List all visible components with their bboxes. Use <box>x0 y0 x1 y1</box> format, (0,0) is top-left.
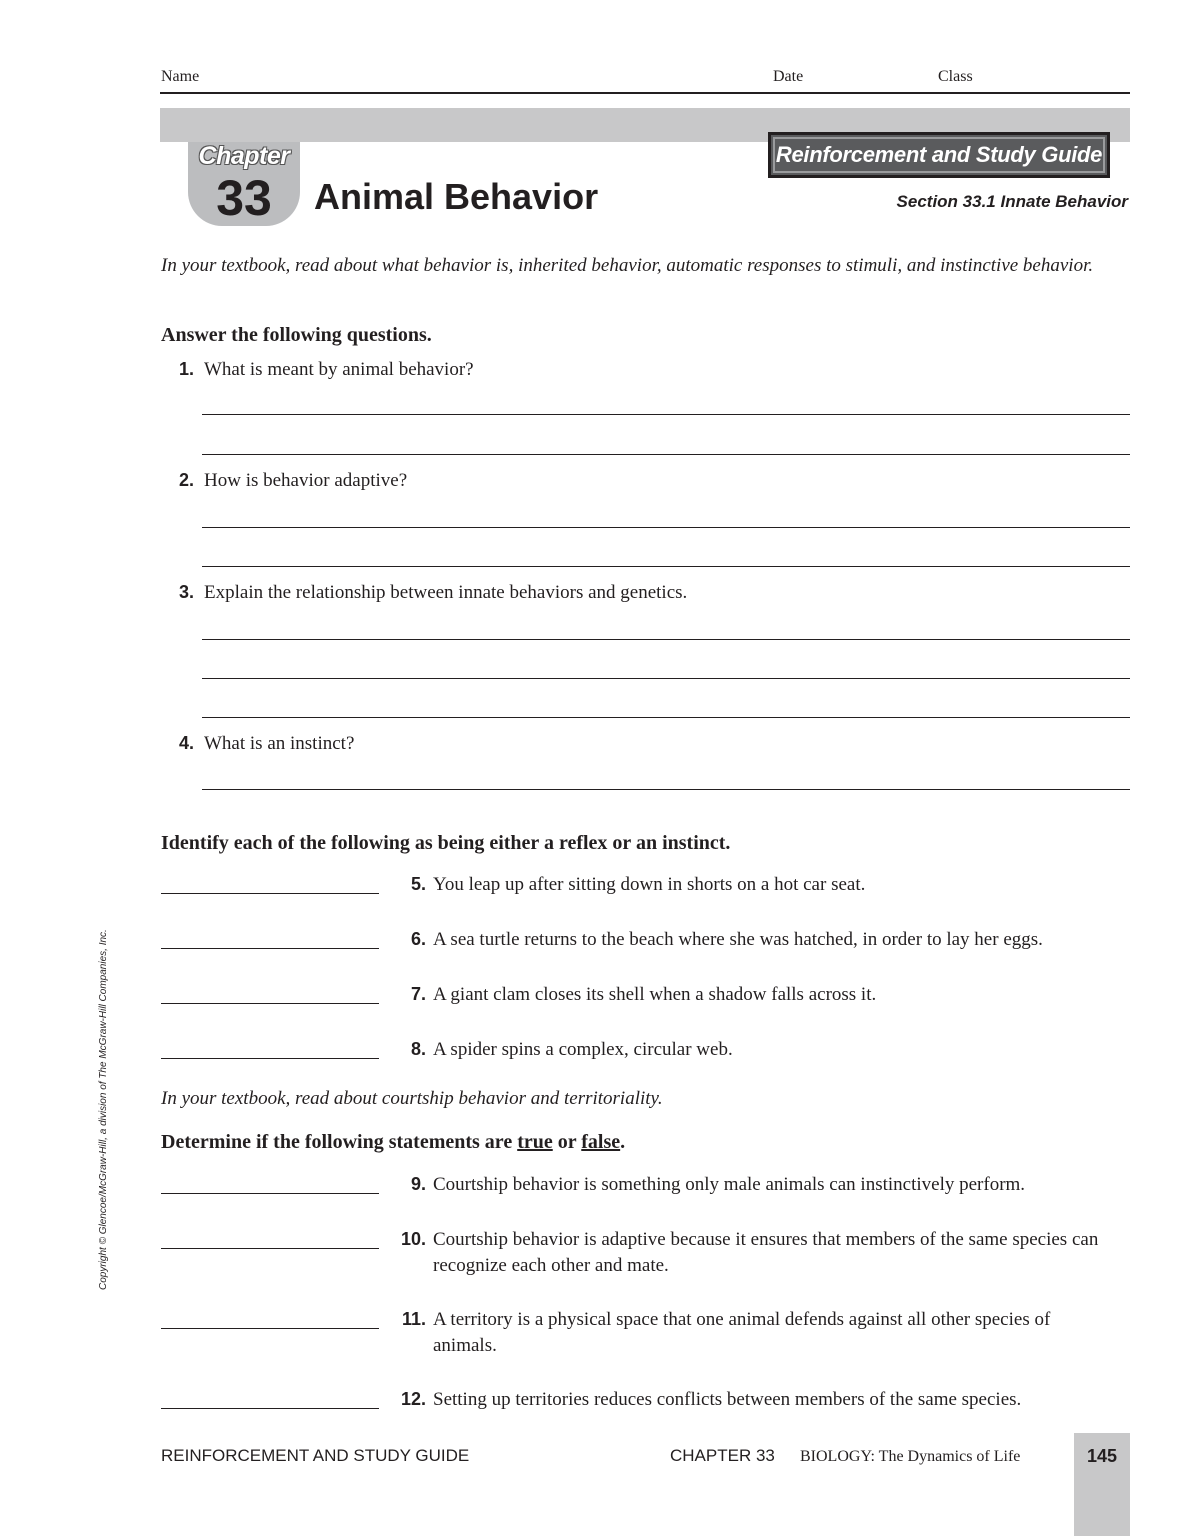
section-title: Section 33.1 Innate Behavior <box>896 192 1128 211</box>
answer-blank[interactable] <box>161 948 379 949</box>
question-number: 3. <box>178 582 194 602</box>
section-heading-identify: Identify each of the following as being either a reflex or an instinct. <box>161 832 731 854</box>
footer-book-title: BIOLOGY: The Dynamics of Life <box>800 1448 1021 1465</box>
question-text: What is meant by animal behavior? <box>204 359 474 380</box>
question-1 <box>160 359 474 381</box>
intro-text: In your textbook, read about what behavior is, inherited behavior, automatic responses to stimuli, and instinctive behavior. <box>161 255 1094 276</box>
item-text: A sea turtle returns to the beach where she was hatched, in order to lay her eggs. <box>433 929 1043 950</box>
answer-blank[interactable] <box>161 1328 379 1329</box>
heading-prefix: Determine if the following statements are <box>161 1131 518 1153</box>
answer-line[interactable] <box>202 566 1130 567</box>
section-heading-questions: Answer the following questions. <box>161 324 432 346</box>
heading-suffix: . <box>620 1131 626 1153</box>
item-number: 5. <box>410 874 426 894</box>
question-number: 1. <box>178 359 194 379</box>
item-number: 8. <box>410 1039 426 1059</box>
footer-chapter: CHAPTER 33 <box>670 1446 775 1465</box>
true-word: true <box>517 1131 553 1153</box>
item-number: 12. <box>400 1389 426 1409</box>
item-text: A spider spins a complex, circular web. <box>433 1039 733 1060</box>
question-number: 4. <box>178 733 194 753</box>
question-number: 2. <box>178 470 194 490</box>
page-number: 145 <box>1086 1446 1118 1466</box>
answer-line[interactable] <box>202 678 1130 679</box>
header-rule <box>160 92 1130 94</box>
item-number: 7. <box>410 984 426 1004</box>
item-number: 10. <box>400 1229 426 1249</box>
item-number: 6. <box>410 929 426 949</box>
chapter-word: Chapter <box>198 142 290 170</box>
answer-blank[interactable] <box>161 1193 379 1194</box>
date-label: Date <box>773 68 804 85</box>
intro-text-2: In your textbook, read about courtship behavior and territoriality. <box>161 1088 663 1109</box>
answer-blank[interactable] <box>161 1248 379 1249</box>
guide-badge: Reinforcement and Study Guide <box>768 132 1110 178</box>
item-text: Courtship behavior is adaptive because it ensures that members of the same species can recognize each other and mate. <box>433 1229 1099 1276</box>
item-text: You leap up after sitting down in shorts on a hot car seat. <box>433 874 866 895</box>
answer-line[interactable] <box>202 717 1130 718</box>
heading-or: or <box>552 1131 582 1153</box>
question-text: How is behavior adaptive? <box>204 470 408 491</box>
chapter-number: 33 <box>216 170 272 226</box>
answer-line[interactable] <box>202 639 1130 640</box>
answer-line[interactable] <box>202 454 1130 455</box>
item-number: 9. <box>410 1174 426 1194</box>
answer-line[interactable] <box>202 414 1130 415</box>
answer-blank[interactable] <box>161 893 379 894</box>
item-text: A territory is a physical space that one animal defends against all other species of animals. <box>433 1309 1051 1356</box>
class-label: Class <box>938 68 973 85</box>
answer-blank[interactable] <box>161 1408 379 1409</box>
answer-blank[interactable] <box>161 1003 379 1004</box>
item-text: Courtship behavior is something only male animals can instinctively perform. <box>433 1174 1026 1195</box>
answer-line[interactable] <box>202 789 1130 790</box>
chapter-title: Animal Behavior <box>314 176 599 217</box>
name-label: Name <box>161 68 200 85</box>
answer-blank[interactable] <box>161 1058 379 1059</box>
answer-line[interactable] <box>202 527 1130 528</box>
item-number: 11. <box>401 1309 426 1329</box>
copyright-note: Copyright © Glencoe/McGraw-Hill, a division of The McGraw-Hill Companies, Inc. <box>98 929 109 1290</box>
question-text: Explain the relationship between innate behaviors and genetics. <box>204 582 688 603</box>
item-text: Setting up territories reduces conflicts between members of the same species. <box>433 1389 1022 1410</box>
footer-guide-title: REINFORCEMENT AND STUDY GUIDE <box>161 1446 470 1465</box>
false-word: false <box>581 1131 621 1153</box>
question-2 <box>160 470 407 492</box>
question-3 <box>160 582 687 604</box>
question-text: What is an instinct? <box>204 733 355 754</box>
question-4 <box>160 733 354 755</box>
section-heading-true-false <box>161 1131 625 1154</box>
item-text: A giant clam closes its shell when a shadow falls across it. <box>433 984 877 1005</box>
